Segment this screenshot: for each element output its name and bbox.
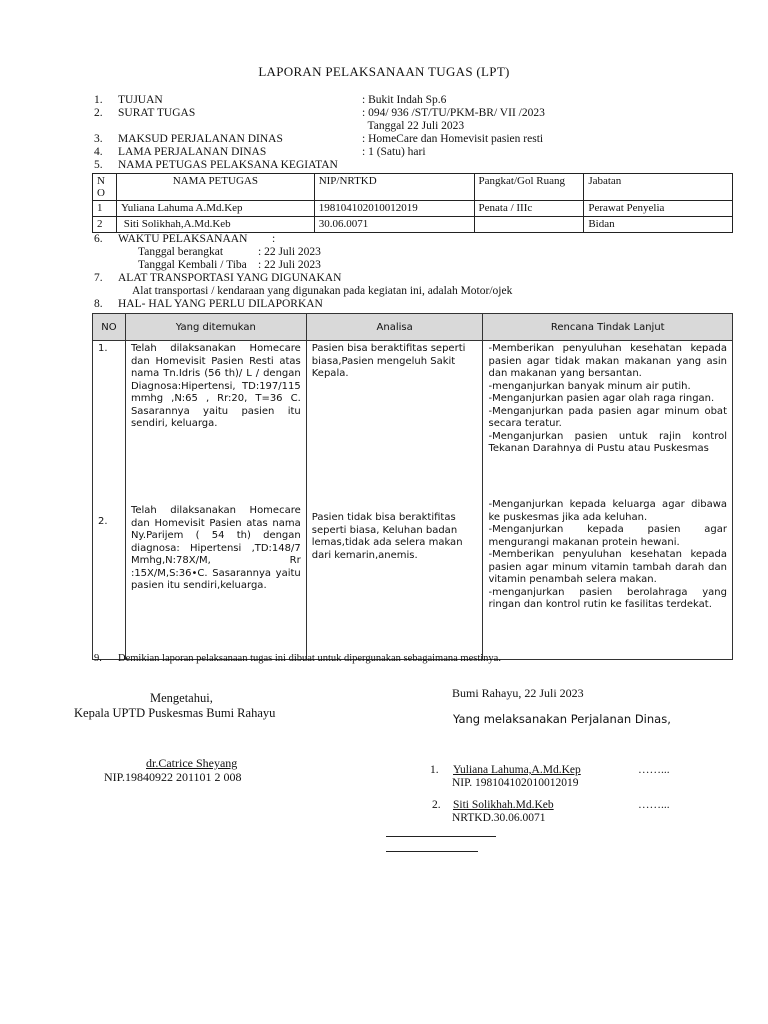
header-analysis: Analisa [306,314,483,341]
signer-name: Siti Solikhah.Md.Keb [453,799,554,811]
signer-id: NIP. 198104102010012019 [452,777,579,789]
header-nama: NAMA PETUGAS [116,174,314,201]
place-date: Bumi Rahayu, 22 Juli 2023 [452,686,584,700]
signer-name: Yuliana Lahuma,A.Md.Kep [453,764,581,776]
header-no: N O [93,174,117,201]
item-number: 2. [94,107,103,119]
cell-nip: 198104102010012019 [314,201,474,217]
kepala-name: dr.Catrice Sheyang [146,756,238,770]
table-row [93,217,733,233]
cell-jabatan: Perawat Penyelia [584,201,733,217]
kembali-value: : 22 Juli 2023 [258,259,321,271]
item-number: 4. [94,146,103,158]
cell-no: 1 [93,201,117,217]
analysis-text: Pasien bisa beraktifitas seperti biasa,Pasien mengeluh Sakit Kepala. [311,343,466,379]
item-value: : HomeCare dan Homevisit pasien resti [362,133,544,145]
berangkat-value: : 22 Juli 2023 [258,246,321,258]
item-colon: : [272,233,276,245]
item-number: 9. [94,653,102,664]
cell-jabatan: Bidan [584,217,733,233]
row-number: 2. [98,515,108,527]
plan-item: -Menganjurkan pada pasien agar minum obat secara teratur. [488,405,727,429]
item-label: LAMA PERJALANAN DINAS [118,146,267,158]
report-table [92,313,733,660]
item-number: 1. [94,94,103,106]
table-header-row [93,174,733,201]
page-title: LAPORAN PELAKSANAAN TUGAS (LPT) [258,64,510,79]
kembali-label: Tanggal Kembali / Tiba [138,259,247,271]
plan-item: -menganjurkan pasien berolahraga yang ringan dan kontrol rutin ke fasilitas terdekat. [488,586,727,610]
item-number: 7. [94,272,103,284]
cell-empty [483,645,733,660]
item-label: NAMA PETUGAS PELAKSANA KEGIATAN [118,159,338,171]
item-number: 5. [94,159,103,171]
plan-list [488,499,727,612]
cell-nip: 30.06.0071 [314,217,474,233]
signature-line [386,851,478,852]
item-label: SURAT TUGAS [118,107,196,119]
item-label: TUJUAN [118,94,163,106]
cell-plan [483,341,733,646]
signer-number: 2. [432,799,441,811]
spacer [98,528,120,643]
yang-melaksanakan: Yang melaksanakan Perjalanan Dinas, [453,712,671,726]
plan-item: -Menganjurkan kepada pasien agar mengurangi makanan protein hewani. [488,524,727,548]
header-plan: Rencana Tindak Lanjut [483,314,733,341]
cell-found [125,341,306,646]
analysis-text: Pasien tidak bisa beraktifitas seperti biasa, Keluhan badan lemas,tidak ada selera makan dari kemarin,anemis. [311,512,463,561]
kepala-nip: NIP.19840922 201101 2 008 [104,770,242,784]
cell-pangkat: Penata / IIIc [474,201,584,217]
plan-item: -Menganjurkan kepada keluarga agar dibawa ke puskesmas jika ada keluhan. [488,499,727,523]
plan-item: -Menganjurkan pasien agar olah raga ringan. [488,393,715,404]
row-number: 1. [98,343,108,354]
found-text: Telah dilaksanakan Homecare dan Homevisit Pasien Resti atas nama Tn.Idris (56 th)/ L / dengan Diagnosa:Hipertensi, TD:197/115 mmhg ,N:65 , Rr:20, T=36 C. Sasarannya yaitu pasien itu sendiri, keluarga. [130,343,301,429]
plan-list [488,343,727,495]
header-jabatan: Jabatan [584,174,733,201]
signer-number: 1. [430,764,439,776]
item-value: : 094/ 936 /ST/TU/PKM-BR/ VII /2023 [362,107,545,119]
spacer [98,356,120,516]
closing-text: Demikian laporan pelaksanaan tugas ini dibuat untuk dipergunakan sebagaimana mestinya. [118,653,501,664]
header-pangkat: Pangkat/Gol Ruang [474,174,584,201]
found-text: Telah dilaksanakan Homecare dan Homevisit Pasien atas nama Ny.Parijem ( 54 th) dengan diagnosa: Hipertensi ,TD:148/7 Mmhg,N:78X/M, Rr :15X/M,S:36•C. Sasarannya yaitu pasien itu sendiri,keluarga. [130,505,301,591]
item-number: 8. [94,298,103,310]
signer-id: NRTKD.30.06.0071 [452,812,546,824]
alat-desc: Alat transportasi / kendaraan yang digunakan pada kegiatan ini, adalah Motor/ojek [132,285,513,297]
header-nip: NIP/NRTKD [314,174,474,201]
item-value: : 1 (Satu) hari [362,146,426,158]
cell-nama: Siti Solikhah,A.Md.Keb [116,217,314,233]
item-label: MAKSUD PERJALANAN DINAS [118,133,283,145]
plan-item: -Menganjurkan pasien untuk rajin kontrol Tekanan Darahnya di Pustu atau Puskesmas [488,430,727,454]
cell-nama: Yuliana Lahuma A.Md.Kep [116,201,314,217]
table-row [93,341,733,646]
header-no: NO [93,314,126,341]
item-number: 3. [94,133,103,145]
signature-line [386,836,496,837]
table-row [93,201,733,217]
plan-item: -Memberikan penyuluhan kesehatan kepada pasien agar minum vitamin tambah darah dan vitamin penambah selera makan. [488,549,727,585]
item-label: HAL- HAL YANG PERLU DILAPORKAN [118,298,323,310]
item-value: Tanggal 22 Juli 2023 [362,120,465,132]
cell-no: 2 [93,217,117,233]
mengetahui-label: Mengetahui, [150,691,213,705]
signer-dots: ……... [638,764,670,776]
signer-dots: ……... [638,799,670,811]
item-label: WAKTU PELAKSANAAN [118,233,248,245]
table-header-row [93,314,733,341]
berangkat-label: Tanggal berangkat [138,246,224,258]
kepala-label: Kepala UPTD Puskesmas Bumi Rahayu [74,706,276,720]
plan-item: -Memberikan penyuluhan kesehatan kepada pasien agar tidak makan makanan yang asin dan makanan yang bersantan. [488,343,727,379]
cell-analysis [306,341,483,646]
item-label: ALAT TRANSPORTASI YANG DIGUNAKAN [118,272,342,284]
plan-item: -menganjurkan banyak minum air putih. [488,380,691,392]
header-found: Yang ditemukan [125,314,306,341]
item-value: : Bukit Indah Sp.6 [362,94,447,106]
cell-pangkat [474,217,584,233]
cell-no [93,341,126,646]
item-number: 6. [94,233,103,245]
petugas-table [92,173,733,233]
